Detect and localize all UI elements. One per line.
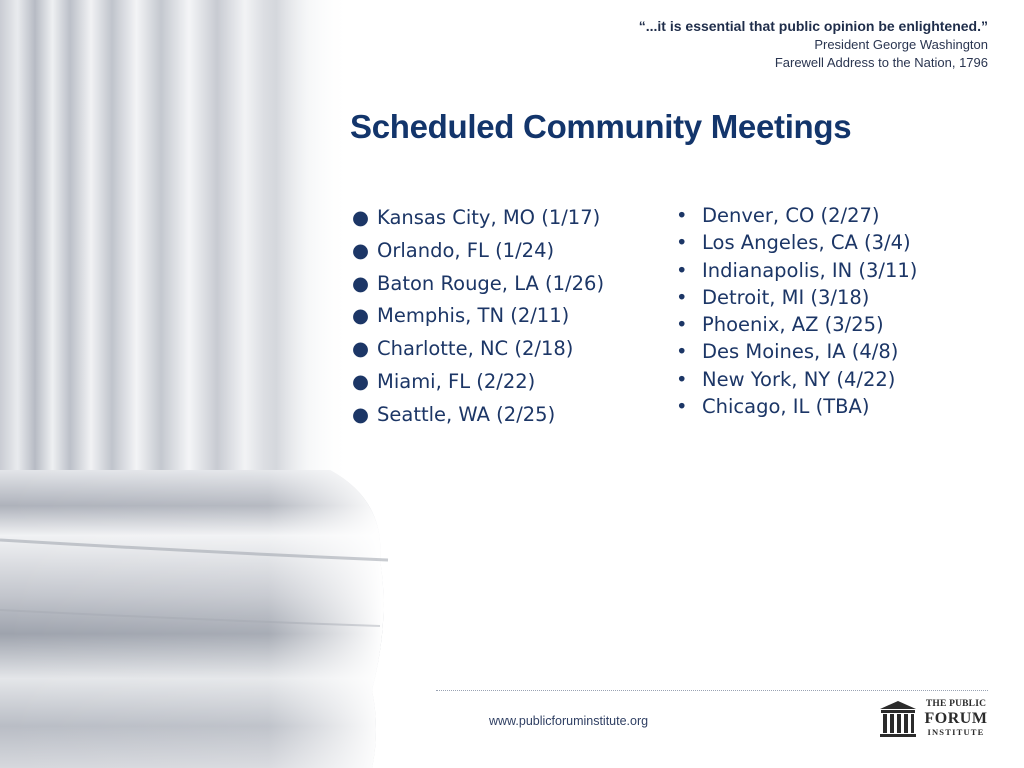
list-item [352, 301, 604, 334]
meetings-list-left [352, 203, 604, 433]
meeting-label: Indianapolis, IN (3/11) [702, 258, 918, 282]
bullet-icon: ● [352, 238, 370, 262]
list-item [676, 229, 917, 256]
list-item [352, 203, 604, 236]
meeting-label: Denver, CO (2/27) [702, 204, 880, 227]
list-item [676, 366, 917, 393]
list-item [352, 236, 604, 269]
bullet-icon: • [676, 285, 688, 309]
bullet-icon: ● [352, 369, 370, 393]
logo-wordmark [922, 700, 990, 736]
list-item [352, 334, 604, 367]
meeting-label: Miami, FL (2/22) [377, 369, 536, 393]
meeting-label: Chicago, IL (TBA) [702, 395, 870, 419]
logo-line-1: THE PUBLIC [925, 699, 987, 709]
list-item [676, 338, 917, 365]
list-item [676, 393, 917, 420]
public-forum-institute-logo [878, 700, 990, 740]
list-item [352, 400, 604, 433]
bullet-icon: • [676, 340, 688, 364]
bullet-icon: ● [352, 402, 370, 426]
bullet-icon: • [676, 313, 688, 337]
meeting-label: Orlando, FL (1/24) [377, 238, 555, 262]
bullet-icon: • [676, 367, 688, 391]
bullet-icon: ● [352, 206, 370, 229]
quote-block [428, 16, 988, 72]
meeting-label: New York, NY (4/22) [702, 367, 896, 391]
footer-divider [436, 690, 988, 691]
meeting-label: Memphis, TN (2/11) [377, 304, 570, 328]
bullet-icon: • [676, 395, 688, 419]
list-item [676, 311, 917, 338]
meeting-label: Des Moines, IA (4/8) [702, 340, 899, 364]
bullet-icon: • [676, 258, 688, 282]
quote-source: Farewell Address to the Nation, 1796 [774, 55, 988, 70]
bullet-icon: ● [352, 271, 370, 295]
footer-url-link[interactable]: www.publicforuminstitute.org [489, 714, 649, 728]
bullet-icon: • [676, 204, 688, 227]
list-item [676, 202, 917, 229]
meeting-label: Detroit, MI (3/18) [702, 285, 870, 309]
list-item [676, 284, 917, 311]
building-columns-icon [878, 700, 918, 740]
quote-author: President George Washington [814, 37, 988, 52]
slide-title: Scheduled Community Meetings [350, 108, 852, 145]
meeting-label: Baton Rouge, LA (1/26) [377, 271, 605, 295]
bullet-icon: • [676, 231, 688, 255]
meeting-label: Charlotte, NC (2/18) [377, 337, 574, 361]
quote-text: “...it is essential that public opinion be enlightened.” [638, 18, 988, 34]
meeting-label: Seattle, WA (2/25) [377, 402, 556, 426]
meeting-label: Kansas City, MO (1/17) [377, 206, 601, 229]
bullet-icon: ● [352, 304, 370, 328]
bullet-icon: ● [352, 337, 370, 361]
meeting-label: Los Angeles, CA (3/4) [702, 231, 911, 255]
list-item [352, 367, 604, 400]
list-item [352, 269, 604, 302]
meeting-label: Phoenix, AZ (3/25) [702, 313, 884, 337]
logo-line-2: FORUM [924, 709, 988, 727]
meetings-list-right [676, 202, 917, 420]
list-item [676, 257, 917, 284]
logo-line-3: INSTITUTE [927, 726, 985, 737]
